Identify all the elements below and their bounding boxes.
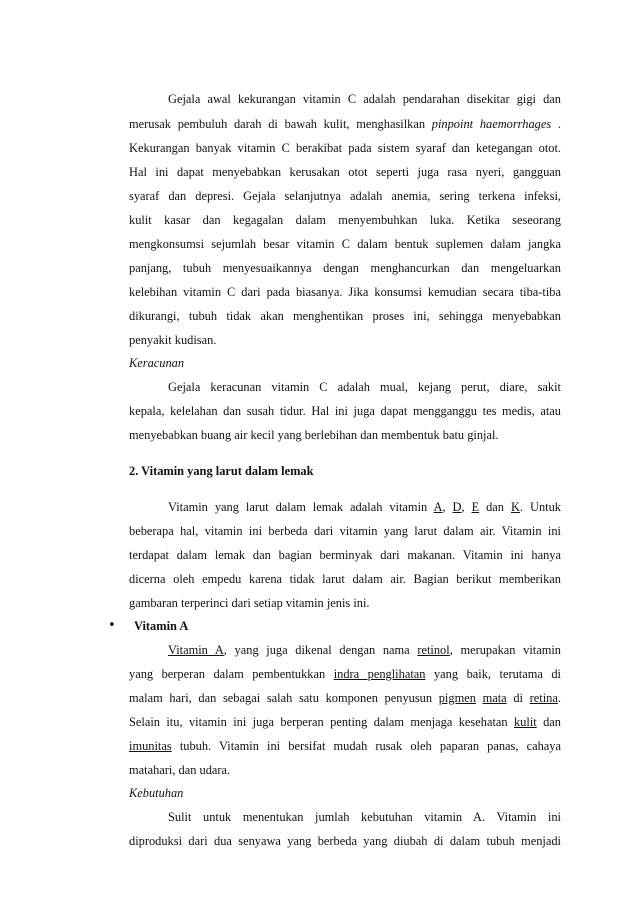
text: merusak pembuluh darah di bawah kulit, menghasilkan — [129, 117, 432, 131]
paragraph-line — [129, 427, 561, 443]
link-vitamin-e[interactable]: E — [471, 500, 480, 514]
text: di — [506, 691, 530, 705]
subheading-kebutuhan — [129, 785, 561, 801]
bullet-icon: • — [108, 618, 116, 633]
text: . Untuk — [519, 500, 561, 514]
text: 2. Vitamin yang larut dalam lemak — [129, 464, 314, 478]
text: tubuh. Vitamin ini bersifat mudah rusak oleh paparan panas, cahaya — [171, 739, 561, 753]
paragraph-line — [129, 403, 561, 419]
text: , yang juga dikenal dengan nama — [223, 643, 418, 657]
paragraph-line — [129, 212, 561, 228]
text: Gejala keracunan vitamin C adalah mual, kejang perut, diare, sakit — [168, 380, 561, 394]
text: , — [461, 500, 472, 514]
text: dan — [479, 500, 511, 514]
text — [476, 691, 483, 705]
text: dikurangi, tubuh tidak akan menghentikan proses ini, sehingga menyebabkan — [129, 309, 561, 323]
paragraph-line — [129, 188, 561, 204]
text: yang baik, terutama di — [425, 667, 562, 681]
text: gambaran terperinci dari setiap vitamin jenis ini. — [129, 596, 370, 610]
text: matahari, dan udara. — [129, 763, 231, 777]
text: Selain itu, vitamin ini juga berperan penting dalam menjaga kesehatan — [129, 715, 514, 729]
italic-term: pinpoint haemorrhages — [431, 117, 552, 131]
paragraph-line — [129, 164, 561, 180]
link-pigmen[interactable]: pigmen — [438, 691, 476, 705]
paragraph-line — [129, 714, 561, 730]
link-vitamin-k[interactable]: K — [510, 500, 520, 514]
text: diproduksi dari dua senyawa yang berbeda yang diubah di dalam tubuh menjadi — [129, 834, 561, 848]
link-vitamin-a[interactable]: A — [433, 500, 443, 514]
paragraph-line — [129, 140, 561, 156]
subheading-vitamin-a — [134, 618, 554, 634]
text: kulit kasar dan kegagalan dalam menyembuhkan luka. Ketika seseorang — [129, 213, 561, 227]
paragraph-line — [129, 547, 561, 563]
paragraph-line — [129, 236, 561, 252]
paragraph-line — [129, 332, 561, 348]
text: yang berperan dalam pembentukkan — [129, 667, 334, 681]
text: Hal ini dapat menyebabkan kerusakan otot seperti juga rasa nyeri, gangguan — [129, 165, 561, 179]
paragraph-line — [129, 308, 561, 324]
link-indra-penglihatan[interactable]: indra penglihatan — [333, 667, 426, 681]
text: kepala, kelelahan dan susah tidur. Hal ini juga dapat mengganggu tes medis, atau — [129, 404, 561, 418]
text: . — [557, 691, 561, 705]
paragraph-line — [129, 762, 561, 778]
link-retina[interactable]: retina — [529, 691, 558, 705]
text: Vitamin yang larut dalam lemak adalah vitamin — [168, 500, 434, 514]
paragraph-line — [129, 690, 561, 706]
text: dicerna oleh empedu karena tidak larut dalam air. Bagian berikut memberikan — [129, 572, 561, 586]
paragraph-line — [129, 738, 561, 754]
text: panjang, tubuh menyesuaikannya dengan menghancurkan dan mengeluarkan — [129, 261, 561, 275]
text: Gejala awal kekurangan vitamin C adalah pendarahan disekitar gigi dan — [168, 92, 561, 106]
paragraph-line — [129, 523, 561, 539]
paragraph-line — [129, 571, 561, 587]
text: Kebutuhan — [129, 786, 184, 800]
paragraph-line — [129, 284, 561, 300]
text: kelebihan vitamin C dari pada biasanya. Jika konsumsi kemudian secara tiba-tiba — [129, 285, 561, 299]
paragraph-line — [168, 809, 561, 825]
text: penyakit kudisan. — [129, 333, 217, 347]
text: Sulit untuk menentukan jumlah kebutuhan vitamin A. Vitamin ini — [168, 810, 561, 824]
text: , — [442, 500, 453, 514]
paragraph-line — [129, 666, 561, 682]
paragraph-line — [168, 499, 561, 515]
subheading-keracunan — [129, 355, 561, 371]
text: menyebabkan buang air kecil yang berlebihan dan membentuk batu ginjal. — [129, 428, 499, 442]
text: malam hari, dan sebagai salah satu komponen penyusun — [129, 691, 439, 705]
link-mata[interactable]: mata — [482, 691, 507, 705]
paragraph-line — [129, 833, 561, 849]
link-retinol[interactable]: retinol — [417, 643, 450, 657]
text: beberapa hal, vitamin ini berbeda dari vitamin yang larut dalam air. Vitamin ini — [129, 524, 561, 538]
text: Vitamin A — [134, 619, 189, 633]
paragraph-line — [168, 379, 561, 395]
link-vitamin-d[interactable]: D — [452, 500, 462, 514]
text: mengkonsumsi sejumlah besar vitamin C dalam bentuk suplemen dalam jangka — [129, 237, 561, 251]
paragraph-line — [129, 595, 561, 611]
paragraph-line — [168, 91, 561, 107]
text: . — [551, 117, 562, 131]
text: terdapat dalam lemak dan bagian berminyak dari makanan. Vitamin ini hanya — [129, 548, 561, 562]
text: syaraf dan depresi. Gejala selanjutnya adalah anemia, sering terkena infeksi, — [129, 189, 561, 203]
text: Keracunan — [129, 356, 185, 370]
text: Kekurangan banyak vitamin C berakibat pada sistem syaraf dan ketegangan otot. — [129, 141, 561, 155]
link-imunitas[interactable]: imunitas — [129, 739, 172, 753]
section-heading — [129, 463, 561, 479]
text: , merupakan vitamin — [449, 643, 561, 657]
paragraph-line — [168, 642, 561, 658]
paragraph-line — [129, 260, 561, 276]
paragraph-line — [129, 116, 561, 132]
text: dan — [536, 715, 561, 729]
link-kulit[interactable]: kulit — [513, 715, 537, 729]
link-vitamin-a[interactable]: Vitamin A — [168, 643, 224, 657]
